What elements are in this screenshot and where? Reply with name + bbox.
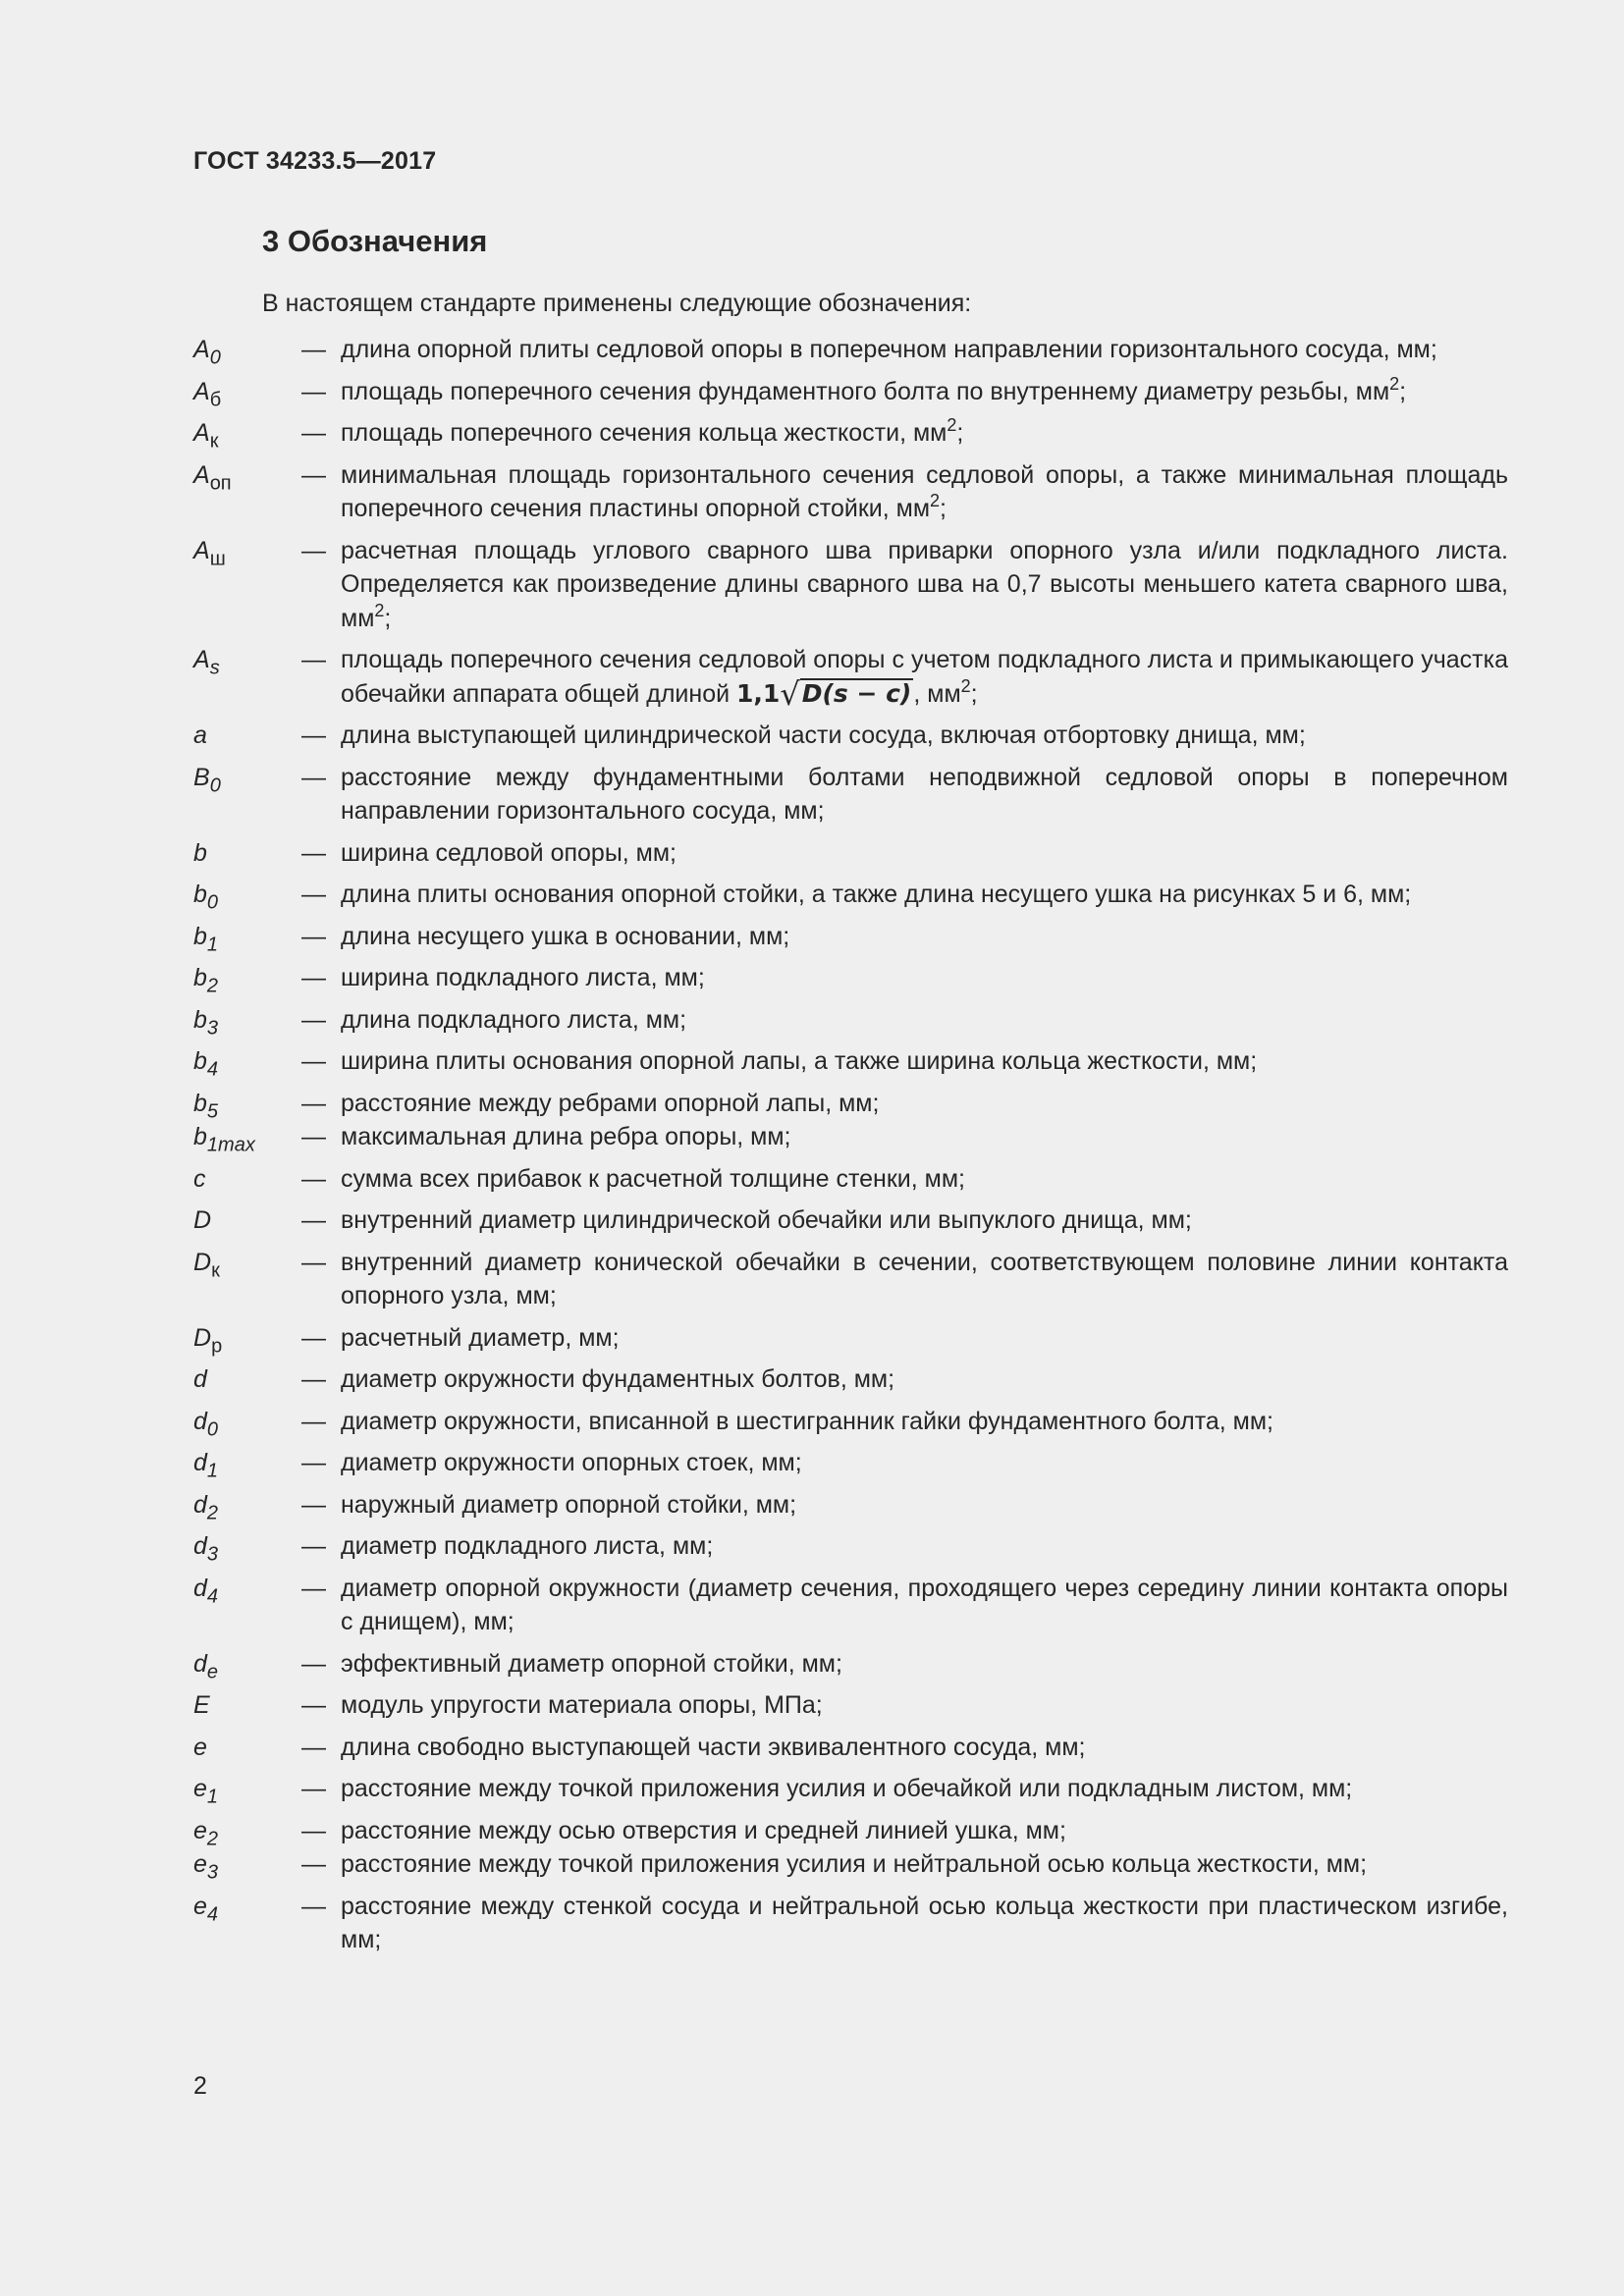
definition-row: [193, 1647, 1508, 1682]
definition-row: [193, 1488, 1508, 1522]
definition-dash: —: [301, 377, 326, 405]
definition-symbol: [193, 1405, 301, 1439]
definition-dash: —: [301, 1407, 326, 1435]
definition-text-body: модуль упругости материала опоры, МПа;: [341, 1691, 823, 1719]
symbol-subscript: 1: [206, 1786, 219, 1808]
definition-text: [341, 1120, 1508, 1154]
symbol-subscript: 0: [209, 347, 221, 369]
definition-row: [193, 643, 1508, 711]
symbol-letter: e: [193, 1775, 207, 1802]
symbol-letter: d: [193, 1532, 207, 1560]
definition-dash: —: [301, 1248, 326, 1276]
symbol-subscript: к: [211, 1258, 220, 1281]
definition-symbol: [193, 1446, 301, 1480]
unit-exponent: 2: [374, 600, 385, 620]
symbol-subscript: 2: [206, 1827, 219, 1849]
definition-symbol: [193, 375, 301, 409]
definition-text: [341, 1847, 1508, 1882]
definition-text-body: расстояние между ребрами опорной лапы, мм;: [341, 1089, 880, 1117]
symbol-letter: a: [193, 721, 207, 749]
definition-text: [341, 878, 1508, 912]
definition-text: [341, 1731, 1508, 1765]
symbol-subscript: 5: [206, 1099, 219, 1122]
definition-row: [193, 333, 1508, 367]
definition-row: [193, 1814, 1508, 1848]
definition-text: [341, 1772, 1508, 1806]
definition-text-body: внутренний диаметр конической обечайки в сечении, соответствующем половине линии контакта опорного узла, мм;: [341, 1248, 1508, 1309]
definition-text: [341, 1044, 1508, 1079]
definition-text: [341, 458, 1508, 526]
definition-symbol: [193, 761, 301, 828]
definition-row: [193, 1162, 1508, 1197]
definition-symbol: [193, 1731, 301, 1765]
definition-row: [193, 1446, 1508, 1480]
definition-dash: —: [301, 419, 326, 447]
symbol-subscript: e: [206, 1660, 219, 1682]
definition-dash: —: [301, 1574, 326, 1602]
definition-dash: —: [301, 1365, 326, 1393]
definition-symbol: [193, 719, 301, 753]
definition-symbol: [193, 1321, 301, 1356]
definition-text: [341, 1446, 1508, 1480]
definition-text-body: площадь поперечного сечения кольца жесткости, мм: [341, 419, 947, 447]
definition-symbol: [193, 1847, 301, 1882]
definition-dash: —: [301, 1733, 326, 1761]
definition-dash: —: [301, 336, 326, 363]
definition-text: [341, 719, 1508, 753]
section-title: 3 Обозначения: [262, 224, 488, 258]
definition-text-tail: ;: [970, 679, 978, 708]
definition-dash: —: [301, 721, 326, 749]
definition-text: [341, 761, 1508, 828]
definition-text-tail: ;: [1399, 377, 1407, 405]
symbol-subscript: оп: [209, 471, 232, 494]
symbol-letter: A: [193, 419, 210, 447]
definition-row: [193, 458, 1508, 526]
definition-symbol: [193, 1572, 301, 1639]
symbol-subscript: 2: [206, 975, 219, 997]
definition-dash: —: [301, 1005, 326, 1034]
symbol-letter: e: [193, 1816, 207, 1844]
symbol-subscript: 0: [209, 774, 221, 796]
definition-text: [341, 1688, 1508, 1723]
definition-text: [341, 961, 1508, 995]
definition-text-body: минимальная площадь горизонтального сечения седловой опоры, а также минимальная площадь поперечного сечения пластины опорной стойки, мм: [341, 460, 1508, 522]
definition-symbol: [193, 920, 301, 954]
symbol-subscript: 3: [206, 1016, 219, 1039]
symbol-subscript: к: [209, 430, 219, 453]
definition-text: [341, 1162, 1508, 1197]
definition-text: [341, 1529, 1508, 1564]
definition-text-body: наружный диаметр опорной стойки, мм;: [341, 1490, 797, 1519]
definition-symbol: [193, 534, 301, 636]
definition-symbol: [193, 643, 301, 711]
definition-text: [341, 1362, 1508, 1397]
symbol-letter: c: [193, 1164, 206, 1193]
symbol-letter: e: [193, 1850, 207, 1878]
symbol-subscript: 1max: [206, 1134, 255, 1156]
symbol-subscript: 4: [206, 1902, 219, 1925]
definition-symbol: [193, 1003, 301, 1038]
definition-dash: —: [301, 1691, 326, 1719]
definition-row: [193, 878, 1508, 912]
symbol-subscript: 0: [206, 891, 219, 914]
definition-text: [341, 375, 1508, 409]
definition-row: [193, 1246, 1508, 1313]
definition-text: [341, 1087, 1508, 1121]
definition-row: [193, 1362, 1508, 1397]
symbol-subscript: р: [211, 1334, 223, 1357]
definition-row: [193, 1529, 1508, 1564]
definition-symbol: [193, 1120, 301, 1154]
definition-dash: —: [301, 881, 326, 908]
symbol-subscript: 1: [206, 1460, 219, 1482]
definition-text: [341, 1203, 1508, 1238]
symbol-letter: d: [193, 1407, 207, 1435]
definition-symbol: [193, 1362, 301, 1397]
definition-text-body: площадь поперечного сечения седловой опоры с учетом подкладного листа и примыкающего участка обечайки аппарата общей длиной: [341, 646, 1508, 708]
definition-symbol: [193, 1246, 301, 1313]
definition-dash: —: [301, 1532, 326, 1560]
definition-text: [341, 1405, 1508, 1439]
definition-text: [341, 416, 1508, 451]
definition-text-body: расстояние между точкой приложения усилия и нейтральной осью кольца жесткости, мм;: [341, 1850, 1368, 1878]
symbol-subscript: 4: [206, 1058, 219, 1081]
definition-text-body: длина плиты основания опорной стойки, а также длина несущего ушка на рисунках 5 и 6, мм;: [341, 881, 1412, 908]
symbol-letter: d: [193, 1449, 207, 1476]
symbol-subscript: ш: [209, 547, 226, 569]
definition-text-body: длина свободно выступающей части эквивалентного сосуда, мм;: [341, 1733, 1086, 1761]
definition-text: [341, 1488, 1508, 1522]
unit-exponent: 2: [930, 491, 941, 511]
definition-text-body: ширина плиты основания опорной лапы, а также ширина кольца жесткости, мм;: [341, 1047, 1258, 1075]
formula-expression: [736, 674, 913, 713]
definition-dash: —: [301, 1775, 326, 1802]
symbol-letter: D: [193, 1248, 212, 1276]
definition-symbol: [193, 1814, 301, 1848]
definition-dash: —: [301, 1449, 326, 1476]
definition-dash: —: [301, 1206, 326, 1234]
definition-text: [341, 1003, 1508, 1038]
definition-text: [341, 1890, 1508, 1957]
definition-text-body: расчетная площадь углового сварного шва приварки опорного узла и/или подкладного листа. Определяется как произведение длины сварного шва на 0,7 высоты меньшего катета сварного шва, мм: [341, 536, 1508, 632]
definition-symbol: [193, 1890, 301, 1957]
definition-symbol: [193, 1488, 301, 1522]
formula-coefficient: 1,1: [736, 678, 781, 708]
definition-symbol: [193, 1772, 301, 1806]
definition-symbol: [193, 333, 301, 367]
definition-text: [341, 333, 1508, 367]
definition-text: [341, 920, 1508, 954]
definition-text-tail: ;: [384, 604, 392, 632]
definition-text-tail: ;: [940, 495, 947, 522]
definition-text-body: расстояние между осью отверстия и средней линией ушка, мм;: [341, 1816, 1066, 1844]
definition-row: [193, 1044, 1508, 1079]
definition-row: [193, 1003, 1508, 1038]
symbol-letter: b: [193, 1005, 207, 1034]
definition-row: [193, 375, 1508, 409]
definition-row: [193, 961, 1508, 995]
definition-dash: —: [301, 763, 326, 791]
definition-dash: —: [301, 536, 326, 564]
definition-row: [193, 719, 1508, 753]
definition-text: [341, 1321, 1508, 1356]
definition-text-body: сумма всех прибавок к расчетной толщине стенки, мм;: [341, 1164, 965, 1193]
symbol-letter: b: [193, 922, 207, 950]
definition-text: [341, 836, 1508, 871]
definition-row: [193, 416, 1508, 451]
definition-dash: —: [301, 1323, 326, 1352]
definition-text-body: длина выступающей цилиндрической части сосуда, включая отбортовку днища, мм;: [341, 721, 1306, 749]
definition-text-body: расстояние между стенкой сосуда и нейтральной осью кольца жесткости при пластическом изгибе, мм;: [341, 1892, 1508, 1953]
definition-row: [193, 1890, 1508, 1957]
symbol-letter: A: [193, 536, 210, 564]
definition-row: [193, 1772, 1508, 1806]
definition-text: [341, 1572, 1508, 1639]
definition-dash: —: [301, 922, 326, 950]
definition-text-body: диаметр подкладного листа, мм;: [341, 1532, 714, 1560]
definition-text-body: длина несущего ушка в основании, мм;: [341, 922, 790, 950]
symbol-letter: d: [193, 1365, 207, 1393]
definition-dash: —: [301, 1490, 326, 1519]
definition-text-body: диаметр окружности опорных стоек, мм;: [341, 1449, 802, 1476]
symbol-letter: e: [193, 1892, 207, 1920]
definition-text-body: расчетный диаметр, мм;: [341, 1323, 620, 1352]
definition-text: [341, 643, 1508, 711]
symbol-letter: b: [193, 1123, 207, 1150]
symbol-subscript: 4: [206, 1584, 219, 1607]
definition-symbol: [193, 458, 301, 526]
definition-text-after: , мм: [913, 679, 961, 708]
definition-dash: —: [301, 460, 326, 489]
symbol-letter: A: [193, 646, 210, 673]
unit-exponent: 2: [947, 415, 957, 436]
definition-row: [193, 1087, 1508, 1121]
definition-symbol: [193, 1529, 301, 1564]
definition-text: [341, 1814, 1508, 1848]
definition-row: [193, 1731, 1508, 1765]
definition-text-body: расстояние между фундаментными болтами неподвижной седловой опоры в поперечном направлении горизонтального сосуда, мм;: [341, 763, 1508, 825]
definition-row: [193, 1120, 1508, 1154]
symbol-subscript: s: [209, 657, 220, 679]
definition-dash: —: [301, 1892, 326, 1920]
symbol-subscript: 3: [206, 1861, 219, 1884]
definition-text-body: внутренний диаметр цилиндрической обечайки или выпуклого днища, мм;: [341, 1206, 1192, 1234]
symbol-letter: D: [193, 1206, 212, 1234]
definition-dash: —: [301, 1850, 326, 1878]
definition-text-body: эффективный диаметр опорной стойки, мм;: [341, 1649, 842, 1678]
radicand: D(s − c): [801, 678, 912, 708]
symbol-letter: D: [193, 1323, 212, 1352]
symbol-letter: d: [193, 1574, 207, 1602]
definition-symbol: [193, 1162, 301, 1197]
definitions-list: [193, 333, 1508, 1965]
document-code: ГОСТ 34233.5—2017: [193, 147, 437, 175]
symbol-letter: e: [193, 1733, 207, 1761]
definition-row: [193, 534, 1508, 636]
symbol-letter: A: [193, 460, 210, 489]
definition-row: [193, 1203, 1508, 1238]
definition-dash: —: [301, 1089, 326, 1117]
definition-dash: —: [301, 1816, 326, 1844]
definition-text-body: диаметр окружности, вписанной в шестигранник гайки фундаментного болта, мм;: [341, 1407, 1273, 1435]
definition-text-body: ширина седловой опоры, мм;: [341, 838, 677, 867]
symbol-subscript: 3: [206, 1543, 219, 1566]
definition-text-body: ширина подкладного листа, мм;: [341, 964, 705, 991]
definition-symbol: [193, 1087, 301, 1121]
definition-row: [193, 1847, 1508, 1882]
unit-exponent: 2: [960, 675, 971, 696]
definition-dash: —: [301, 1649, 326, 1678]
symbol-subscript: 0: [206, 1417, 219, 1440]
symbol-letter: b: [193, 1047, 207, 1075]
definition-row: [193, 1321, 1508, 1356]
symbol-subscript: 2: [206, 1501, 219, 1523]
page-number: 2: [193, 2072, 207, 2100]
definition-text-body: длина опорной плиты седловой опоры в поперечном направлении горизонтального сосуда, мм;: [341, 336, 1437, 363]
definition-row: [193, 836, 1508, 871]
symbol-letter: b: [193, 838, 207, 867]
definition-text: [341, 1647, 1508, 1682]
definition-row: [193, 1572, 1508, 1639]
symbol-letter: A: [193, 336, 210, 363]
definition-dash: —: [301, 646, 326, 673]
definition-symbol: [193, 1647, 301, 1682]
symbol-letter: E: [193, 1691, 210, 1719]
definition-row: [193, 920, 1508, 954]
definition-symbol: [193, 878, 301, 912]
definition-dash: —: [301, 1164, 326, 1193]
symbol-subscript: 1: [206, 933, 219, 955]
definition-dash: —: [301, 1047, 326, 1075]
symbol-letter: b: [193, 1089, 207, 1117]
definition-text-body: площадь поперечного сечения фундаментного болта по внутреннему диаметру резьбы, мм: [341, 377, 1390, 405]
symbol-letter: A: [193, 377, 210, 405]
definition-text-body: максимальная длина ребра опоры, мм;: [341, 1123, 791, 1150]
definition-symbol: [193, 1688, 301, 1723]
definition-symbol: [193, 961, 301, 995]
definition-text-body: диаметр окружности фундаментных болтов, мм;: [341, 1365, 895, 1393]
radical-sign: √: [780, 674, 800, 713]
symbol-subscript: б: [209, 388, 222, 410]
definition-text-body: длина подкладного листа, мм;: [341, 1005, 687, 1034]
definition-row: [193, 1405, 1508, 1439]
symbol-letter: B: [193, 763, 210, 791]
section-intro: В настоящем стандарте применены следующие обозначения:: [262, 290, 972, 317]
definition-text-body: диаметр опорной окружности (диаметр сечения, проходящего через середину линии контакта опоры с днищем), мм;: [341, 1574, 1508, 1635]
definition-row: [193, 1688, 1508, 1723]
definition-symbol: [193, 836, 301, 871]
symbol-letter: d: [193, 1649, 207, 1678]
symbol-letter: b: [193, 881, 207, 908]
unit-exponent: 2: [1389, 373, 1400, 394]
definition-dash: —: [301, 838, 326, 867]
symbol-letter: d: [193, 1490, 207, 1519]
definition-text-body: расстояние между точкой приложения усилия и обечайкой или подкладным листом, мм;: [341, 1775, 1353, 1802]
definition-symbol: [193, 1203, 301, 1238]
definition-symbol: [193, 416, 301, 451]
definition-symbol: [193, 1044, 301, 1079]
definition-row: [193, 761, 1508, 828]
definition-dash: —: [301, 1123, 326, 1150]
definition-text: [341, 1246, 1508, 1313]
definition-text-tail: ;: [956, 419, 964, 447]
definition-dash: —: [301, 964, 326, 991]
definition-text: [341, 534, 1508, 636]
symbol-letter: b: [193, 964, 207, 991]
